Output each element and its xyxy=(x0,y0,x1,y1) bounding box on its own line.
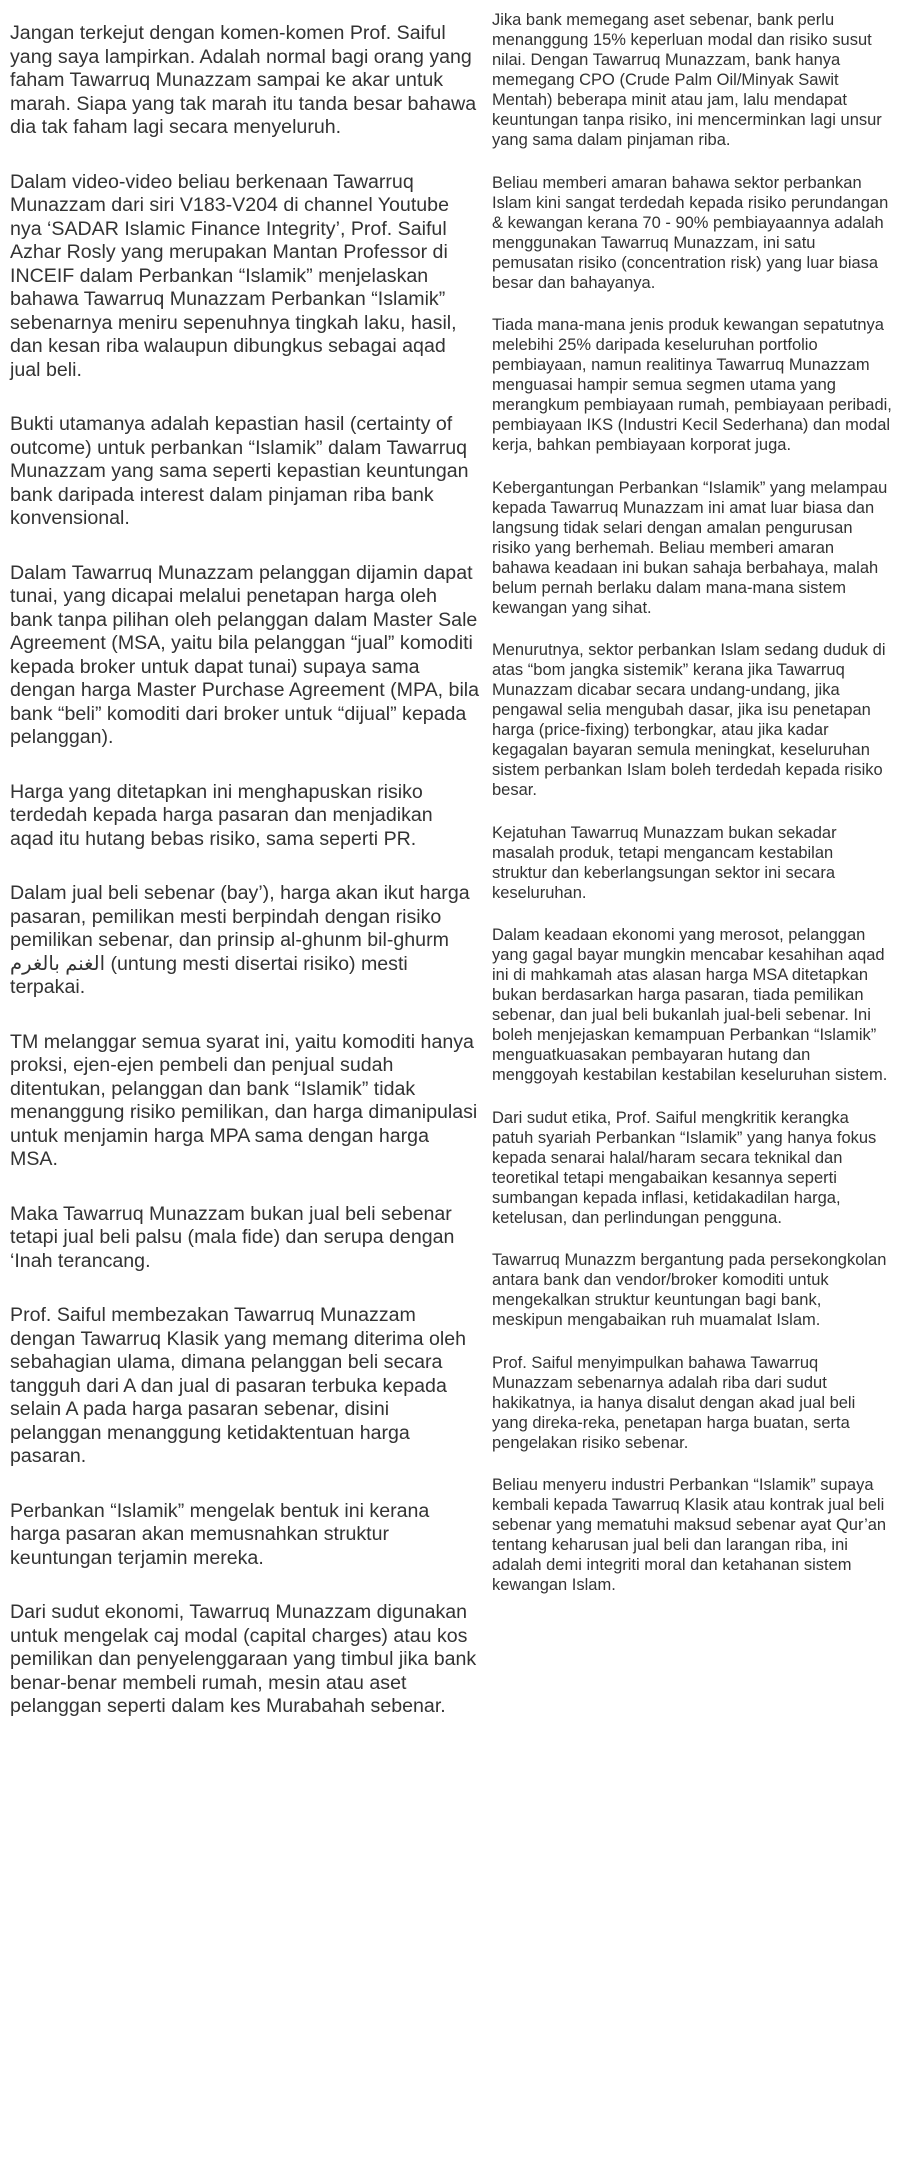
left-paragraph-1: Jangan terkejut dengan komen-komen Prof. Saiful yang saya lampirkan. Adalah normal bagi orang yang faham Tawarruq Munazzam sampai ke akar untuk marah. Siapa yang tak marah itu tanda besar bahawa dia tak faham lagi secara menyeluruh. xyxy=(10,22,477,138)
left-paragraph-9: Prof. Saiful membezakan Tawarruq Munazzam dengan Tawarruq Klasik yang memang diterima oleh sebahagian ulama, dimana pelanggan beli secara tangguh dari A dan jual di pasaran terbuka kepada selain A pada harga pasaran sebenar, disini pelanggan menanggung ketidaktentuan harga pasaran. xyxy=(10,1304,466,1467)
right-paragraph-11: Beliau menyeru industri Perbankan “Islamik” supaya kembali kepada Tawarruq Klasik atau kontrak jual beli sebenar yang mematuhi maksud sebenar ayat Qur’an tentang keharusan jual beli dan larangan riba, ini adalah demi integriti moral dan ketahanan sistem kewangan Islam. xyxy=(492,1476,887,1594)
right-column xyxy=(492,0,892,1595)
right-paragraph-1: Jika bank memegang aset sebenar, bank perlu menanggung 15% keperluan modal dan risiko susut nilai. Dengan Tawarruq Munazzam, bank hanya memegang CPO (Crude Palm Oil/Minyak Sawit Mentah) beberapa minit atau jam, lalu mendapat keuntungan tanpa risiko, ini mencerminkan lagi unsur yang sama dalam pinjaman riba. xyxy=(492,11,882,149)
left-paragraph-5: Harga yang ditetapkan ini menghapuskan risiko terdedah kepada harga pasaran dan menjadikan aqad itu hutang bebas risiko, sama seperti PR. xyxy=(10,780,433,850)
right-paragraph-7: Dalam keadaan ekonomi yang merosot, pelanggan yang gagal bayar mungkin mencabar kesahihan aqad ini di mahkamah atas alasan harga MSA ditetapkan bukan berdasarkan harga pasaran, tiada pemilikan sebenar, dan jual beli bukanlah jual-beli sebenar. Ini boleh menjejaskan kemampuan Perbankan “Islamik” menguatkuasakan pembayaran hutang dan menggoyah kestabilan kestabilan keseluruhan sistem. xyxy=(492,926,888,1084)
right-paragraph-9: Tawarruq Munazzm bergantung pada persekongkolan antara bank dan vendor/broker komoditi untuk mengekalkan struktur keuntungan bagi bank, meskipun mengabaikan ruh muamalat Islam. xyxy=(492,1251,887,1329)
left-paragraph-3: Bukti utamanya adalah kepastian hasil (certainty of outcome) untuk perbankan “Islamik” dalam Tawarruq Munazzam yang sama seperti kepastian keuntungan bank daripada interest dalam pinjaman riba bank konvensional. xyxy=(10,413,469,529)
left-paragraph-8: Maka Tawarruq Munazzam bukan jual beli sebenar tetapi jual beli palsu (mala fide) dan serupa dengan ‘Inah terancang. xyxy=(10,1202,455,1272)
left-paragraph-6: Dalam jual beli sebenar (bay’), harga akan ikut harga pasaran, pemilikan mesti berpindah dengan risiko pemilikan sebenar, dan prinsip al-ghunm bil-ghurm الغنم بالغرم (untung mesti disertai risiko) mesti terpakai. xyxy=(10,882,470,998)
right-paragraph-6: Kejatuhan Tawarruq Munazzam bukan sekadar masalah produk, tetapi mengancam kestabilan struktur dan keberlangsungan sektor ini secara keseluruhan. xyxy=(492,823,837,902)
right-paragraph-5: Menurutnya, sektor perbankan Islam sedang duduk di atas “bom jangka sistemik” kerana jika Tawarruq Munazzam dicabar secara undang-undang, jika pengawal selia mengubah dasar, jika isu penetapan harga (price-fixing) terbongkar, atau jika kadar kegagalan bayaran semula meningkat, keseluruhan sistem perbankan Islam boleh terdedah kepada risiko besar. xyxy=(492,641,886,799)
left-paragraph-11: Dari sudut ekonomi, Tawarruq Munazzam digunakan untuk mengelak caj modal (capital charges) atau kos pemilikan dan penyelenggaraan yang timbul jika bank benar-benar membeli rumah, mesin atau aset pelanggan seperti dalam kes Murabahah sebenar. xyxy=(10,1601,477,1717)
right-paragraph-4: Kebergantungan Perbankan “Islamik” yang melampau kepada Tawarruq Munazzam ini amat luar biasa dan langsung tidak selari dengan amalan pengurusan risiko yang berhemah. Beliau memberi amaran bahawa keadaan ini bukan sahaja berbahaya, malah belum pernah berlaku dalam mana-mana sistem kewangan yang sihat. xyxy=(492,478,888,617)
right-paragraph-2: Beliau memberi amaran bahawa sektor perbankan Islam kini sangat terdedah kepada risiko perundangan & kewangan kerana 70 - 90% pembiayaannya adalah menggunakan Tawarruq Munazzam, ini satu pemusatan risiko (concentration risk) yang luar biasa besar dan bahayanya. xyxy=(492,173,889,292)
left-paragraph-7: TM melanggar semua syarat ini, yaitu komoditi hanya proksi, ejen-ejen pembeli dan penjual sudah ditentukan, pelanggan dan bank “Islamik” tidak menanggung risiko pemilikan, dan harga dimanipulasi untuk menjamin harga MPA sama dengan harga MSA. xyxy=(10,1030,478,1170)
right-paragraph-3: Tiada mana-mana jenis produk kewangan sepatutnya melebihi 25% daripada keseluruhan portfolio pembiayaan, namun realitinya Tawarruq Munazzam menguasai hampir semua segmen utama yang merangkum pembiayaan rumah, pembiayaan peribadi, pembiayaan IKS (Industri Kecil Sederhana) dan modal kerja, bahkan pembiayaan korporat juga. xyxy=(492,316,892,454)
left-column xyxy=(10,0,480,1719)
left-paragraph-4: Dalam Tawarruq Munazzam pelanggan dijamin dapat tunai, yang dicapai melalui penetapan harga oleh bank tanpa pilihan oleh pelanggan dalam Master Sale Agreement (MSA, yaitu bila pelanggan “jual” komoditi kepada broker untuk dapat tunai) supaya sama dengan harga Master Purchase Agreement (MPA, bila bank “beli” komoditi dari broker untuk “dijual” kepada pelanggan). xyxy=(10,561,480,748)
left-paragraph-10: Perbankan “Islamik” mengelak bentuk ini kerana harga pasaran akan memusnahkan struktur keuntungan terjamin mereka. xyxy=(10,1499,430,1569)
right-paragraph-8: Dari sudut etika, Prof. Saiful mengkritik kerangka patuh syariah Perbankan “Islamik” yang hanya fokus kepada senarai halal/haram secara teknikal dan teoretikal tetapi mengabaikan kesannya seperti sumbangan kepada inflasi, ketidakadilan harga, ketelusan, dan perlindungan pengguna. xyxy=(492,1108,877,1227)
left-paragraph-2: Dalam video-video beliau berkenaan Tawarruq Munazzam dari siri V183-V204 di channel Youtube nya ‘SADAR Islamic Finance Integrity’, Prof. Saiful Azhar Rosly yang merupakan Mantan Professor di INCEIF dalam Perbankan “Islamik” menjelaskan bahawa Tawarruq Munazzam Perbankan “Islamik” sebenarnya meniru sepenuhnya tingkah laku, hasil, dan kesan riba walaupun dibungkus sebagai aqad jual beli. xyxy=(10,170,457,381)
right-paragraph-10: Prof. Saiful menyimpulkan bahawa Tawarruq Munazzam sebenarnya adalah riba dari sudut hakikatnya, ia hanya disalut dengan akad jual beli yang direka-reka, penetapan harga buatan, serta pengelakan risiko sebenar. xyxy=(492,1353,856,1452)
